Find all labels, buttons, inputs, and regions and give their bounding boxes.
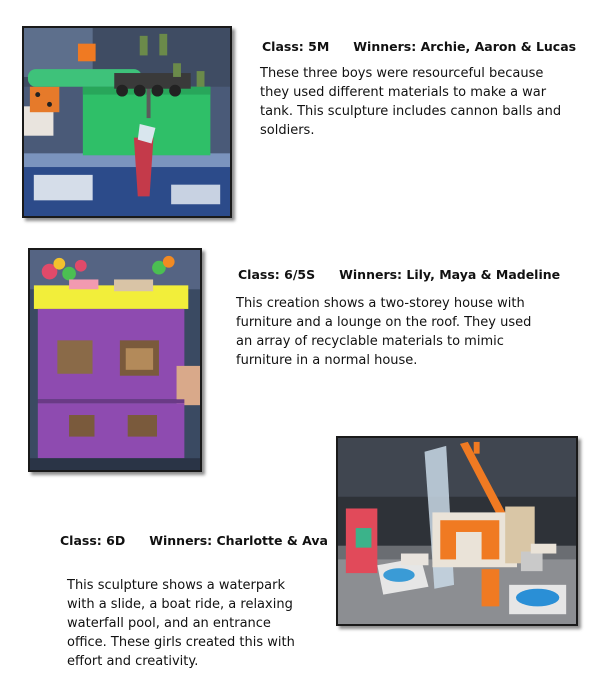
entry-1-class: Class: 5M [262,39,330,54]
entry-1-description: These three boys were resourceful because they used different materials to make a war tank. This sculpture includes cannon balls and soldiers. [260,66,562,138]
entry-3-class: Class: 6D [60,533,126,548]
entry-1-heading [262,39,576,54]
waterpark-sculpture-photo [336,436,578,626]
entry-1-winners: Winners: Archie, Aaron & Lucas [353,39,577,54]
tank-sculpture-photo [22,26,232,218]
entry-2-winners: Winners: Lily, Maya & Madeline [339,267,561,282]
entry-3-description: This sculpture shows a waterpark with a slide, a boat ride, a relaxing waterfall pool, and an entrance office. These girls created this with effort and creativity. [67,578,295,669]
entry-2-heading [238,267,560,282]
entry-3-heading [60,533,328,548]
entry-3-winners: Winners: Charlotte & Ava [149,533,328,548]
entry-2-description: This creation shows a two-storey house with furniture and a lounge on the roof. They used an array of recyclable materials to mimic furniture in a normal house. [236,296,532,368]
house-sculpture-photo [28,248,202,472]
entry-2-class: Class: 6/5S [238,267,316,282]
